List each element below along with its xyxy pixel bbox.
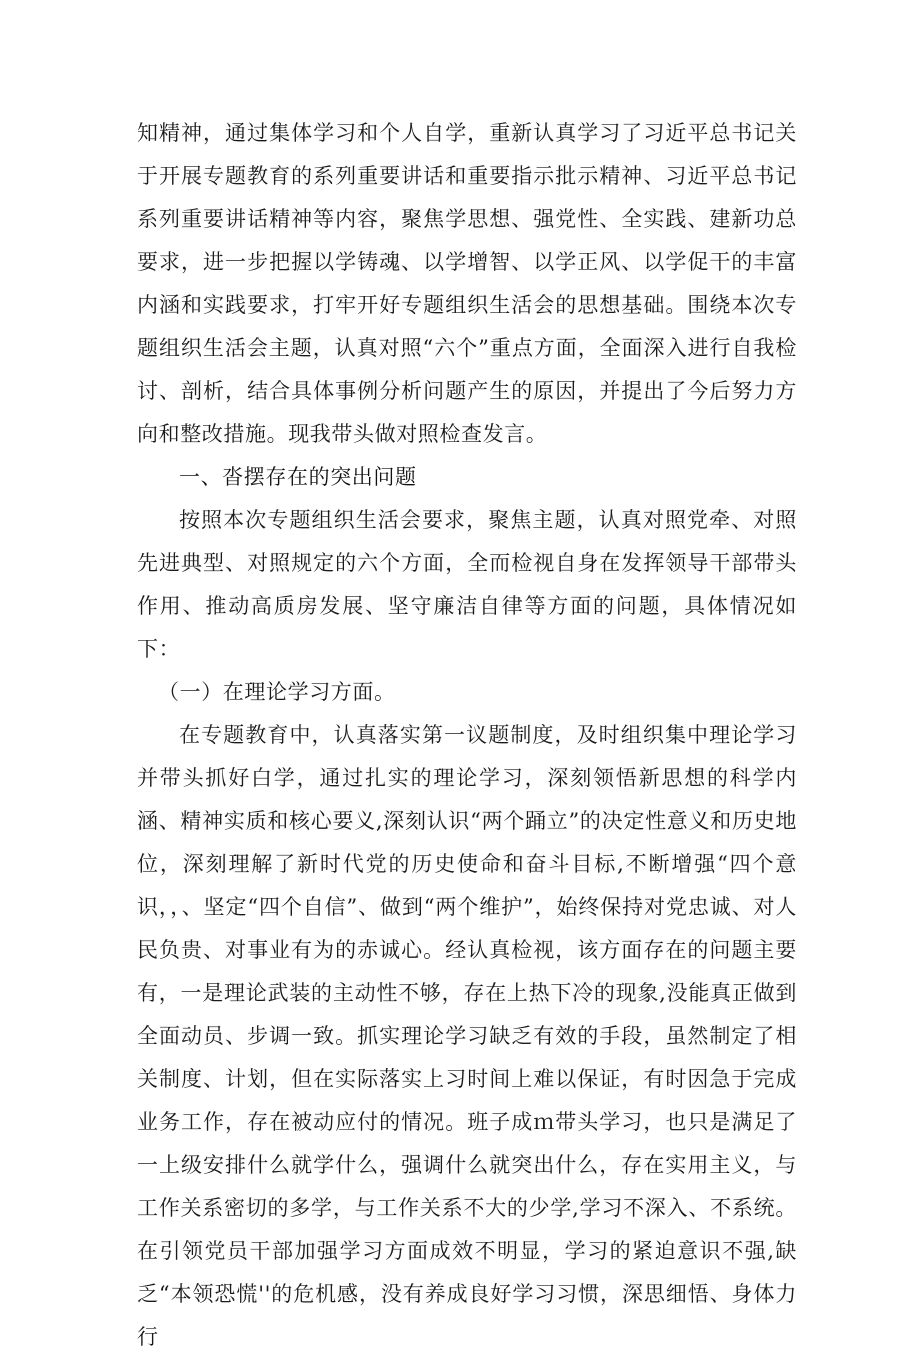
paragraph-theory-study: 在专题教育中，认真落实第一议题制度，及时组织集中理论学习并带头抓好白学，通过扎实的理论学习，深刻领悟新思想的科学内涵、精神实质和核心要义,深刻认识“两个踊立”的决定性意义和历史地位，深刻理解了新时代党的历史使命和奋斗目标,不断增强“四个意识，，、坚定“四个自信”、做到“两个维护”，始终保持对党忠诚、对人民负贵、对事业有为的赤诚心。经认真检视，该方面存在的问题主要有，一是理论武装的主动性不够，存在上热下冷的现象,没能真正做到全面动员、步调一致。抓实理论学习缺乏有效的手段，虽然制定了相关制度、计划，但在实际落实上习时间上难以保证，有时因急于完成业务工作，存在被动应付的情况。班子成ｍ带头学习，也只是满足了一上级安排什么就学什么，强调什么就突出什么，存在实用主义，与工作关系密切的多学，与工作关系不大的少学,学习不深入、不系统。在引领党员干部加强学习方面成效不明显，学习的紧迫意识不强,缺乏“本领恐慌''的危机感，没有养成良好学习习惯，深思细悟、身体力行 bbox=[137, 723, 797, 1349]
document-body bbox=[137, 112, 797, 1359]
section-heading: 一、沓摆存在的突出问题 bbox=[179, 465, 417, 489]
paragraph-intro: 知精神，通过集体学习和个人自学，重新认真学习了习近平总书记关于开展专题教育的系列重要讲话和重要指示批示精神、习近平总书记系列重要讲话精神等内容，聚焦学思想、强党性、全实践、建新功总要求，进一步把握以学铸魂、以学增智、以学正风、以学促干的丰富内涵和实践要求，打牢开好专题组织生活会的思想基础。围绕本次专题组织生活会主题，认真对照“六个”重点方面，全面深入进行自我检讨、剖析，结合具体事例分析问题产生的原因，并提出了今后努力方向和整改措施。现我带头做对照检查发言。 bbox=[137, 121, 797, 446]
subsection-heading: （一）在理论学习方面。 bbox=[158, 680, 396, 704]
paragraph-overview: 按照本次专题组织生活会要求，聚焦主题，认真对照党牵、对照先进典型、对照规定的六个方面，全而检视自身在发挥领导干部带头作用、推动高质房发展、坚守廉洁自律等方面的问题，具体情况如下： bbox=[137, 508, 797, 661]
